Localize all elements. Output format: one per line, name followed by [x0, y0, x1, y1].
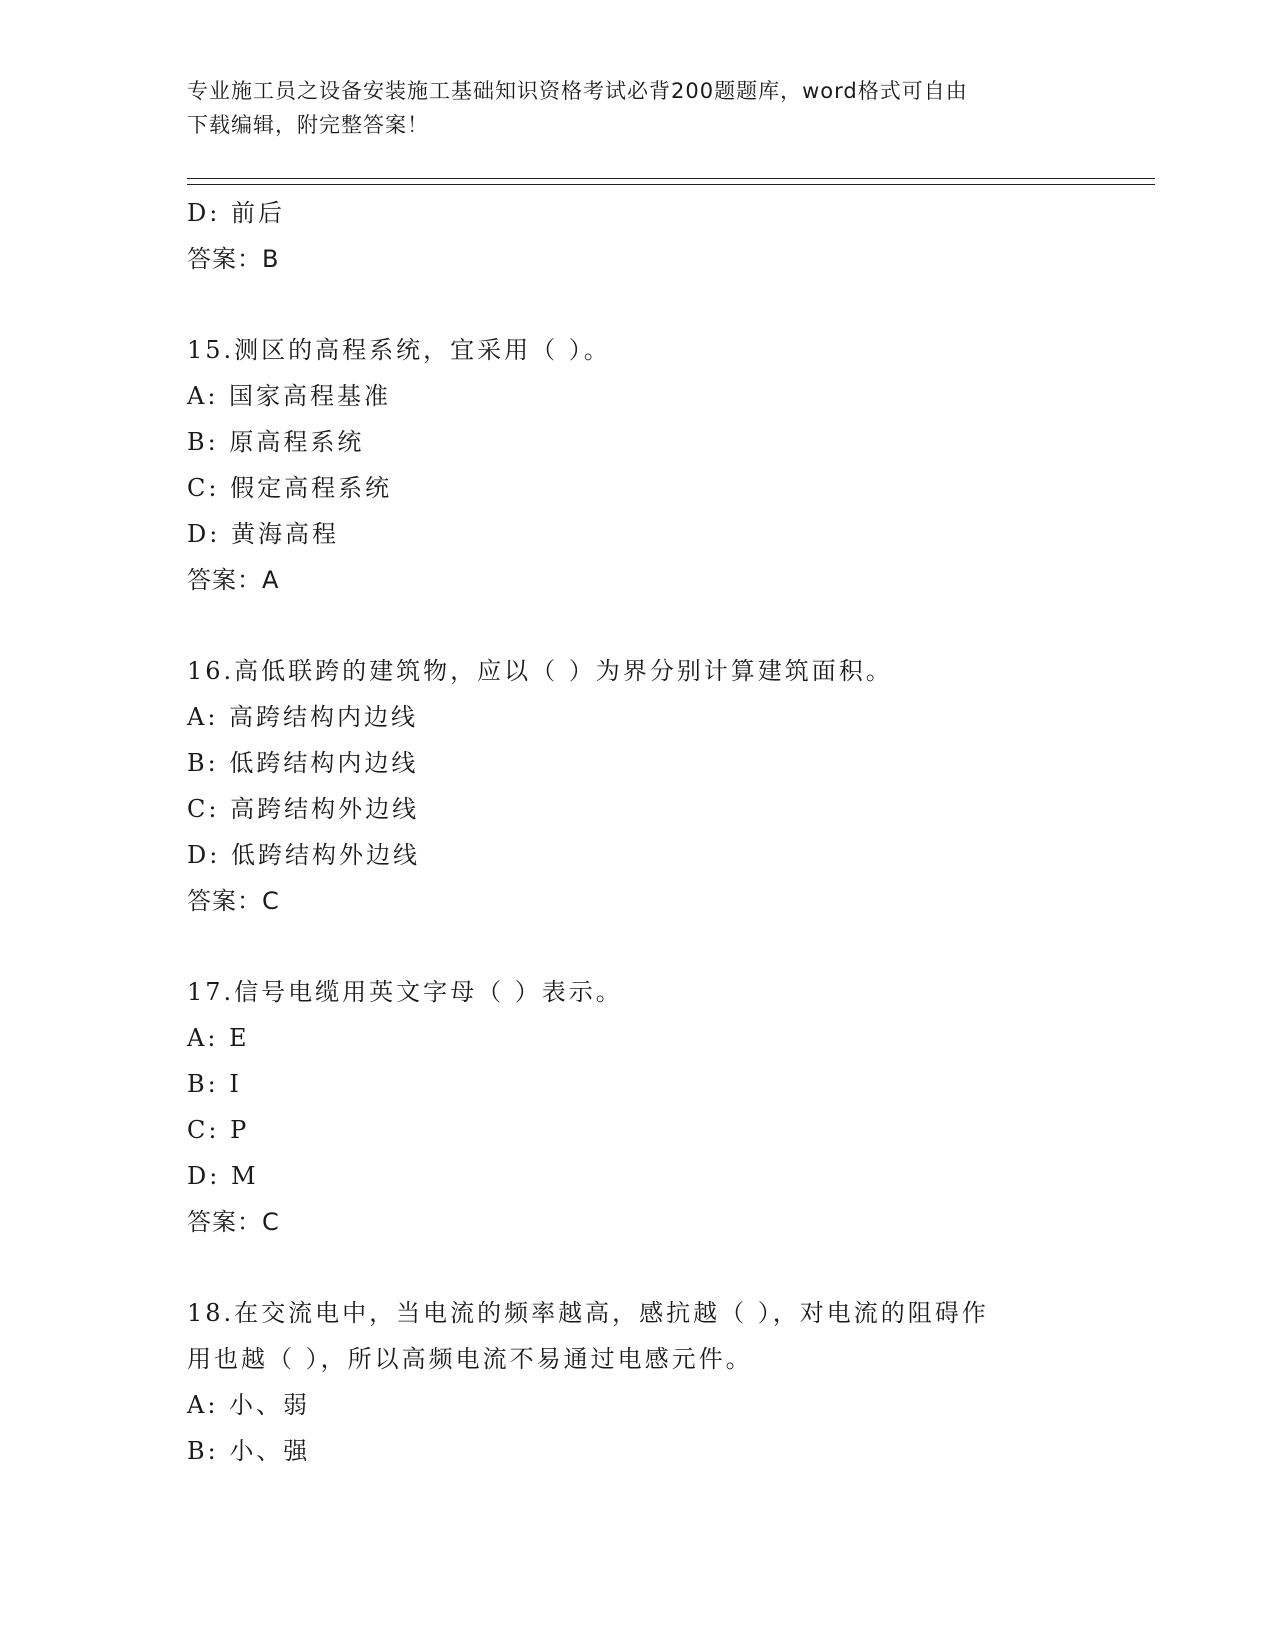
spacer — [187, 282, 1087, 327]
q16-option-a: A: 高跨结构内边线 — [187, 703, 419, 731]
q14-answer: 答案：B — [187, 245, 280, 273]
q18-option-a: A: 小、弱 — [187, 1391, 311, 1419]
q17-option-c: C: P — [187, 1116, 250, 1144]
q16-option-b: B: 低跨结构内边线 — [187, 749, 419, 777]
q15-option-d: D: 黄海高程 — [187, 520, 339, 548]
q16-option-c: C: 高跨结构外边线 — [187, 795, 420, 823]
spacer — [187, 603, 1087, 648]
q14-option-d: D: 前后 — [187, 199, 285, 227]
page-header — [187, 74, 1067, 142]
question-list — [187, 190, 1087, 1474]
q15-stem: 15.测区的高程系统，宜采用（ ）。 — [187, 336, 611, 364]
q15-option-a: A: 国家高程基准 — [187, 382, 392, 410]
q16-option-d: D: 低跨结构外边线 — [187, 841, 420, 869]
header-title-line-2: 下载编辑，附完整答案！ — [187, 113, 429, 137]
q17-option-b: B: I — [187, 1070, 242, 1098]
q17-stem: 17.信号电缆用英文字母（ ）表示。 — [187, 978, 623, 1006]
spacer — [187, 924, 1087, 969]
header-title-line-1: 专业施工员之设备安装施工基础知识资格考试必背200题题库，word格式可自由 — [187, 79, 968, 103]
q15-option-b: B: 原高程系统 — [187, 428, 365, 456]
q15-answer: 答案：A — [187, 566, 280, 594]
header-divider-top — [187, 178, 1155, 179]
q15-option-c: C: 假定高程系统 — [187, 474, 393, 502]
q17-option-d: D: M — [187, 1162, 259, 1190]
header-divider-bottom — [187, 184, 1155, 185]
spacer — [187, 1245, 1087, 1290]
q18-stem-line-2: 用也越（ ），所以高频电流不易通过电感元件。 — [187, 1345, 753, 1373]
q18-option-b: B: 小、强 — [187, 1437, 311, 1465]
q17-option-a: A: E — [187, 1024, 250, 1052]
q16-stem: 16.高低联跨的建筑物，应以（ ）为界分别计算建筑面积。 — [187, 657, 893, 685]
q18-stem-line-1: 18.在交流电中，当电流的频率越高，感抗越（ ），对电流的阻碍作 — [187, 1299, 989, 1327]
q17-answer: 答案：C — [187, 1208, 280, 1236]
q16-answer: 答案：C — [187, 887, 280, 915]
